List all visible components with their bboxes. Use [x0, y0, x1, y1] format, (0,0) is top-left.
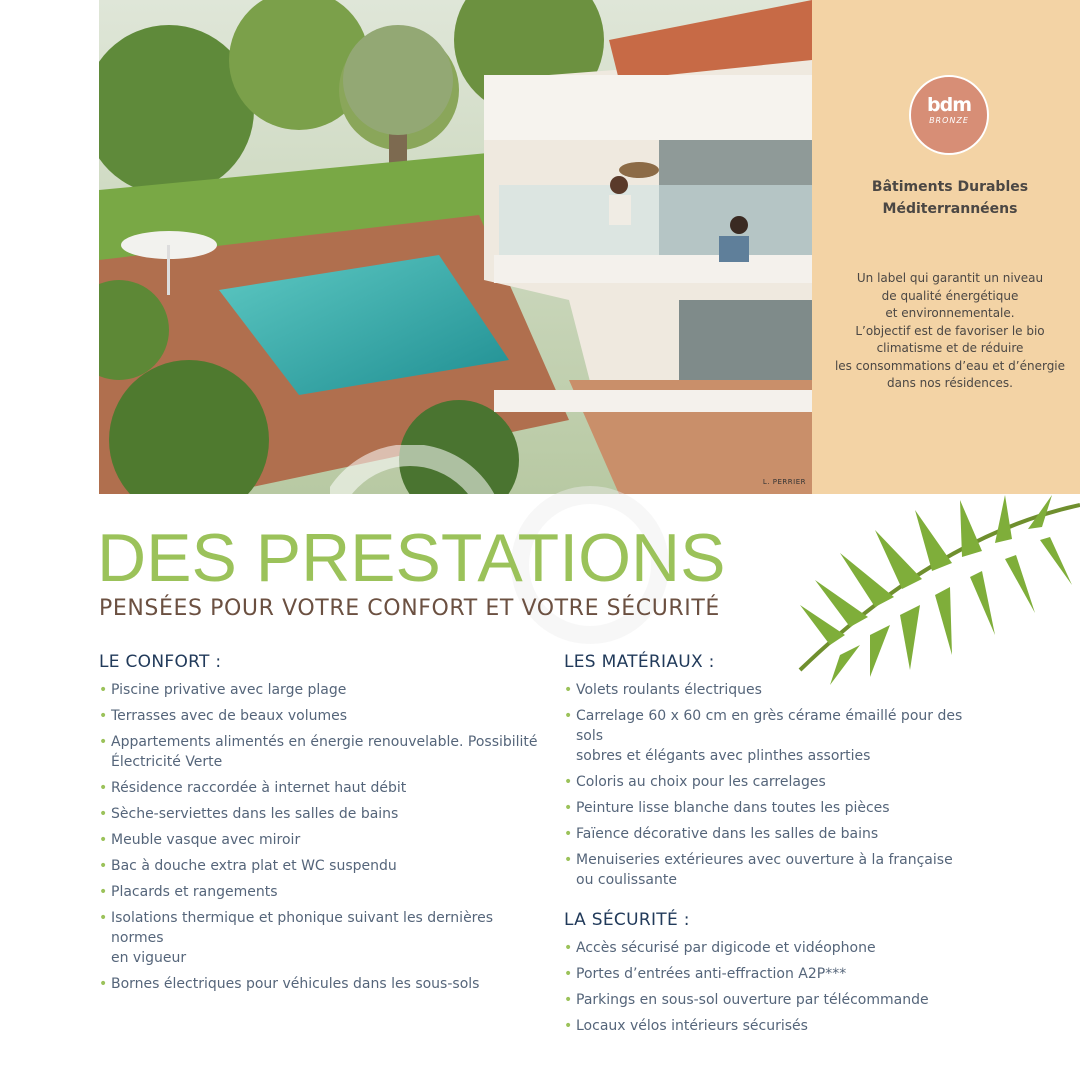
- confort-section: [99, 650, 549, 1000]
- list-item: [99, 732, 549, 772]
- label-description-line: Un label qui garantit un niveau: [856, 271, 1044, 285]
- list-item-text: • Coloris au choix pour les carrelages: [576, 774, 826, 790]
- list-item: [99, 856, 549, 876]
- securite-section: [564, 908, 984, 1036]
- list-item-text: • Faïence décorative dans les salles de bains: [576, 826, 879, 842]
- list-item-text: • Isolations thermique et phonique suivant les dernières normes: [111, 910, 494, 946]
- label-description-line: L’objectif est de favoriser le bio: [855, 323, 1045, 338]
- list-item-text: • Meuble vasque avec miroir: [111, 832, 301, 848]
- confort-list: [99, 680, 549, 994]
- badge-mark: bdm: [927, 94, 971, 116]
- list-item: [564, 824, 984, 844]
- list-item-text: • Appartements alimentés en énergie renouvelable. Possibilité: [111, 734, 538, 750]
- residence-illustration: [99, 0, 812, 494]
- label-description-line: les consommations d’eau et d’énergie: [834, 358, 1066, 373]
- list-item: [99, 778, 549, 798]
- label-panel: [812, 0, 1080, 494]
- confort-title: LE CONFORT :: [99, 652, 222, 672]
- label-description: [812, 270, 1080, 393]
- label-description-line: dans nos résidences.: [887, 376, 1013, 390]
- list-item-text: sobres et élégants avec plinthes assorties: [576, 748, 871, 764]
- list-item: [99, 706, 549, 726]
- list-item-text: ou coulissante: [576, 872, 677, 888]
- list-item-text: • Piscine privative avec large plage: [111, 682, 347, 698]
- list-item-text: • Locaux vélos intérieurs sécurisés: [576, 1018, 808, 1034]
- label-title-line: Bâtiments Durables: [871, 179, 1029, 195]
- securite-list: [564, 938, 984, 1036]
- list-item-text: • Bac à douche extra plat et WC suspendu: [111, 858, 397, 874]
- list-item: [564, 964, 984, 984]
- materiaux-title: LES MATÉRIAUX :: [564, 652, 715, 672]
- illustration-credit: L. PERRIER: [762, 478, 806, 486]
- list-item: [564, 850, 984, 890]
- list-item-text: • Parkings en sous-sol ouverture par télécommande: [576, 992, 929, 1008]
- label-description-line: climatisme et de réduire: [876, 341, 1024, 355]
- list-item: [99, 680, 549, 700]
- list-item: [564, 1016, 984, 1036]
- list-item: [99, 830, 549, 850]
- list-item-text: • Résidence raccordée à internet haut débit: [111, 780, 407, 796]
- securite-title: LA SÉCURITÉ :: [564, 910, 690, 930]
- list-item-text: • Placards et rangements: [111, 884, 278, 900]
- page-subtitle: PENSÉES POUR VOTRE CONFORT ET VOTRE SÉCURITÉ: [99, 596, 720, 621]
- list-item-text: • Portes d’entrées anti-effraction A2P***: [576, 966, 847, 982]
- list-item-text: • Volets roulants électriques: [576, 682, 762, 698]
- list-item-text: • Peinture lisse blanche dans toutes les pièces: [576, 800, 890, 816]
- list-item: [564, 772, 984, 792]
- illustration-artwork: [99, 0, 812, 494]
- list-item-text: • Carrelage 60 x 60 cm en grès cérame émaillé pour des sols: [576, 708, 963, 744]
- list-item-text: Électricité Verte: [111, 754, 223, 770]
- label-description-line: de qualité énergétique: [881, 288, 1019, 303]
- list-item: [564, 798, 984, 818]
- label-title: [812, 176, 1080, 220]
- right-column: [564, 650, 984, 1042]
- list-item: [99, 908, 549, 968]
- list-item-text: • Sèche-serviettes dans les salles de bains: [111, 806, 399, 822]
- list-item: [99, 804, 549, 824]
- badge-level: BRONZE: [929, 116, 969, 125]
- materiaux-list: [564, 680, 984, 890]
- list-item-text: • Menuiseries extérieures avec ouverture à la française: [576, 852, 953, 868]
- label-title-line: Méditerrannéens: [882, 201, 1018, 217]
- list-item-text: • Bornes électriques pour véhicules dans les sous-sols: [111, 976, 480, 992]
- list-item: [99, 882, 549, 902]
- list-item: [564, 680, 984, 700]
- label-description-line: et environnementale.: [885, 306, 1015, 320]
- bdm-badge-logo: [909, 75, 989, 155]
- list-item-text: • Terrasses avec de beaux volumes: [111, 708, 347, 724]
- list-item: [564, 938, 984, 958]
- list-item-text: en vigueur: [111, 950, 187, 966]
- list-item: [564, 990, 984, 1010]
- list-item: [564, 706, 984, 766]
- materiaux-section: [564, 650, 984, 890]
- list-item: [99, 974, 549, 994]
- list-item-text: • Accès sécurisé par digicode et vidéophone: [576, 940, 876, 956]
- page-title: DES PRESTATIONS: [97, 520, 726, 596]
